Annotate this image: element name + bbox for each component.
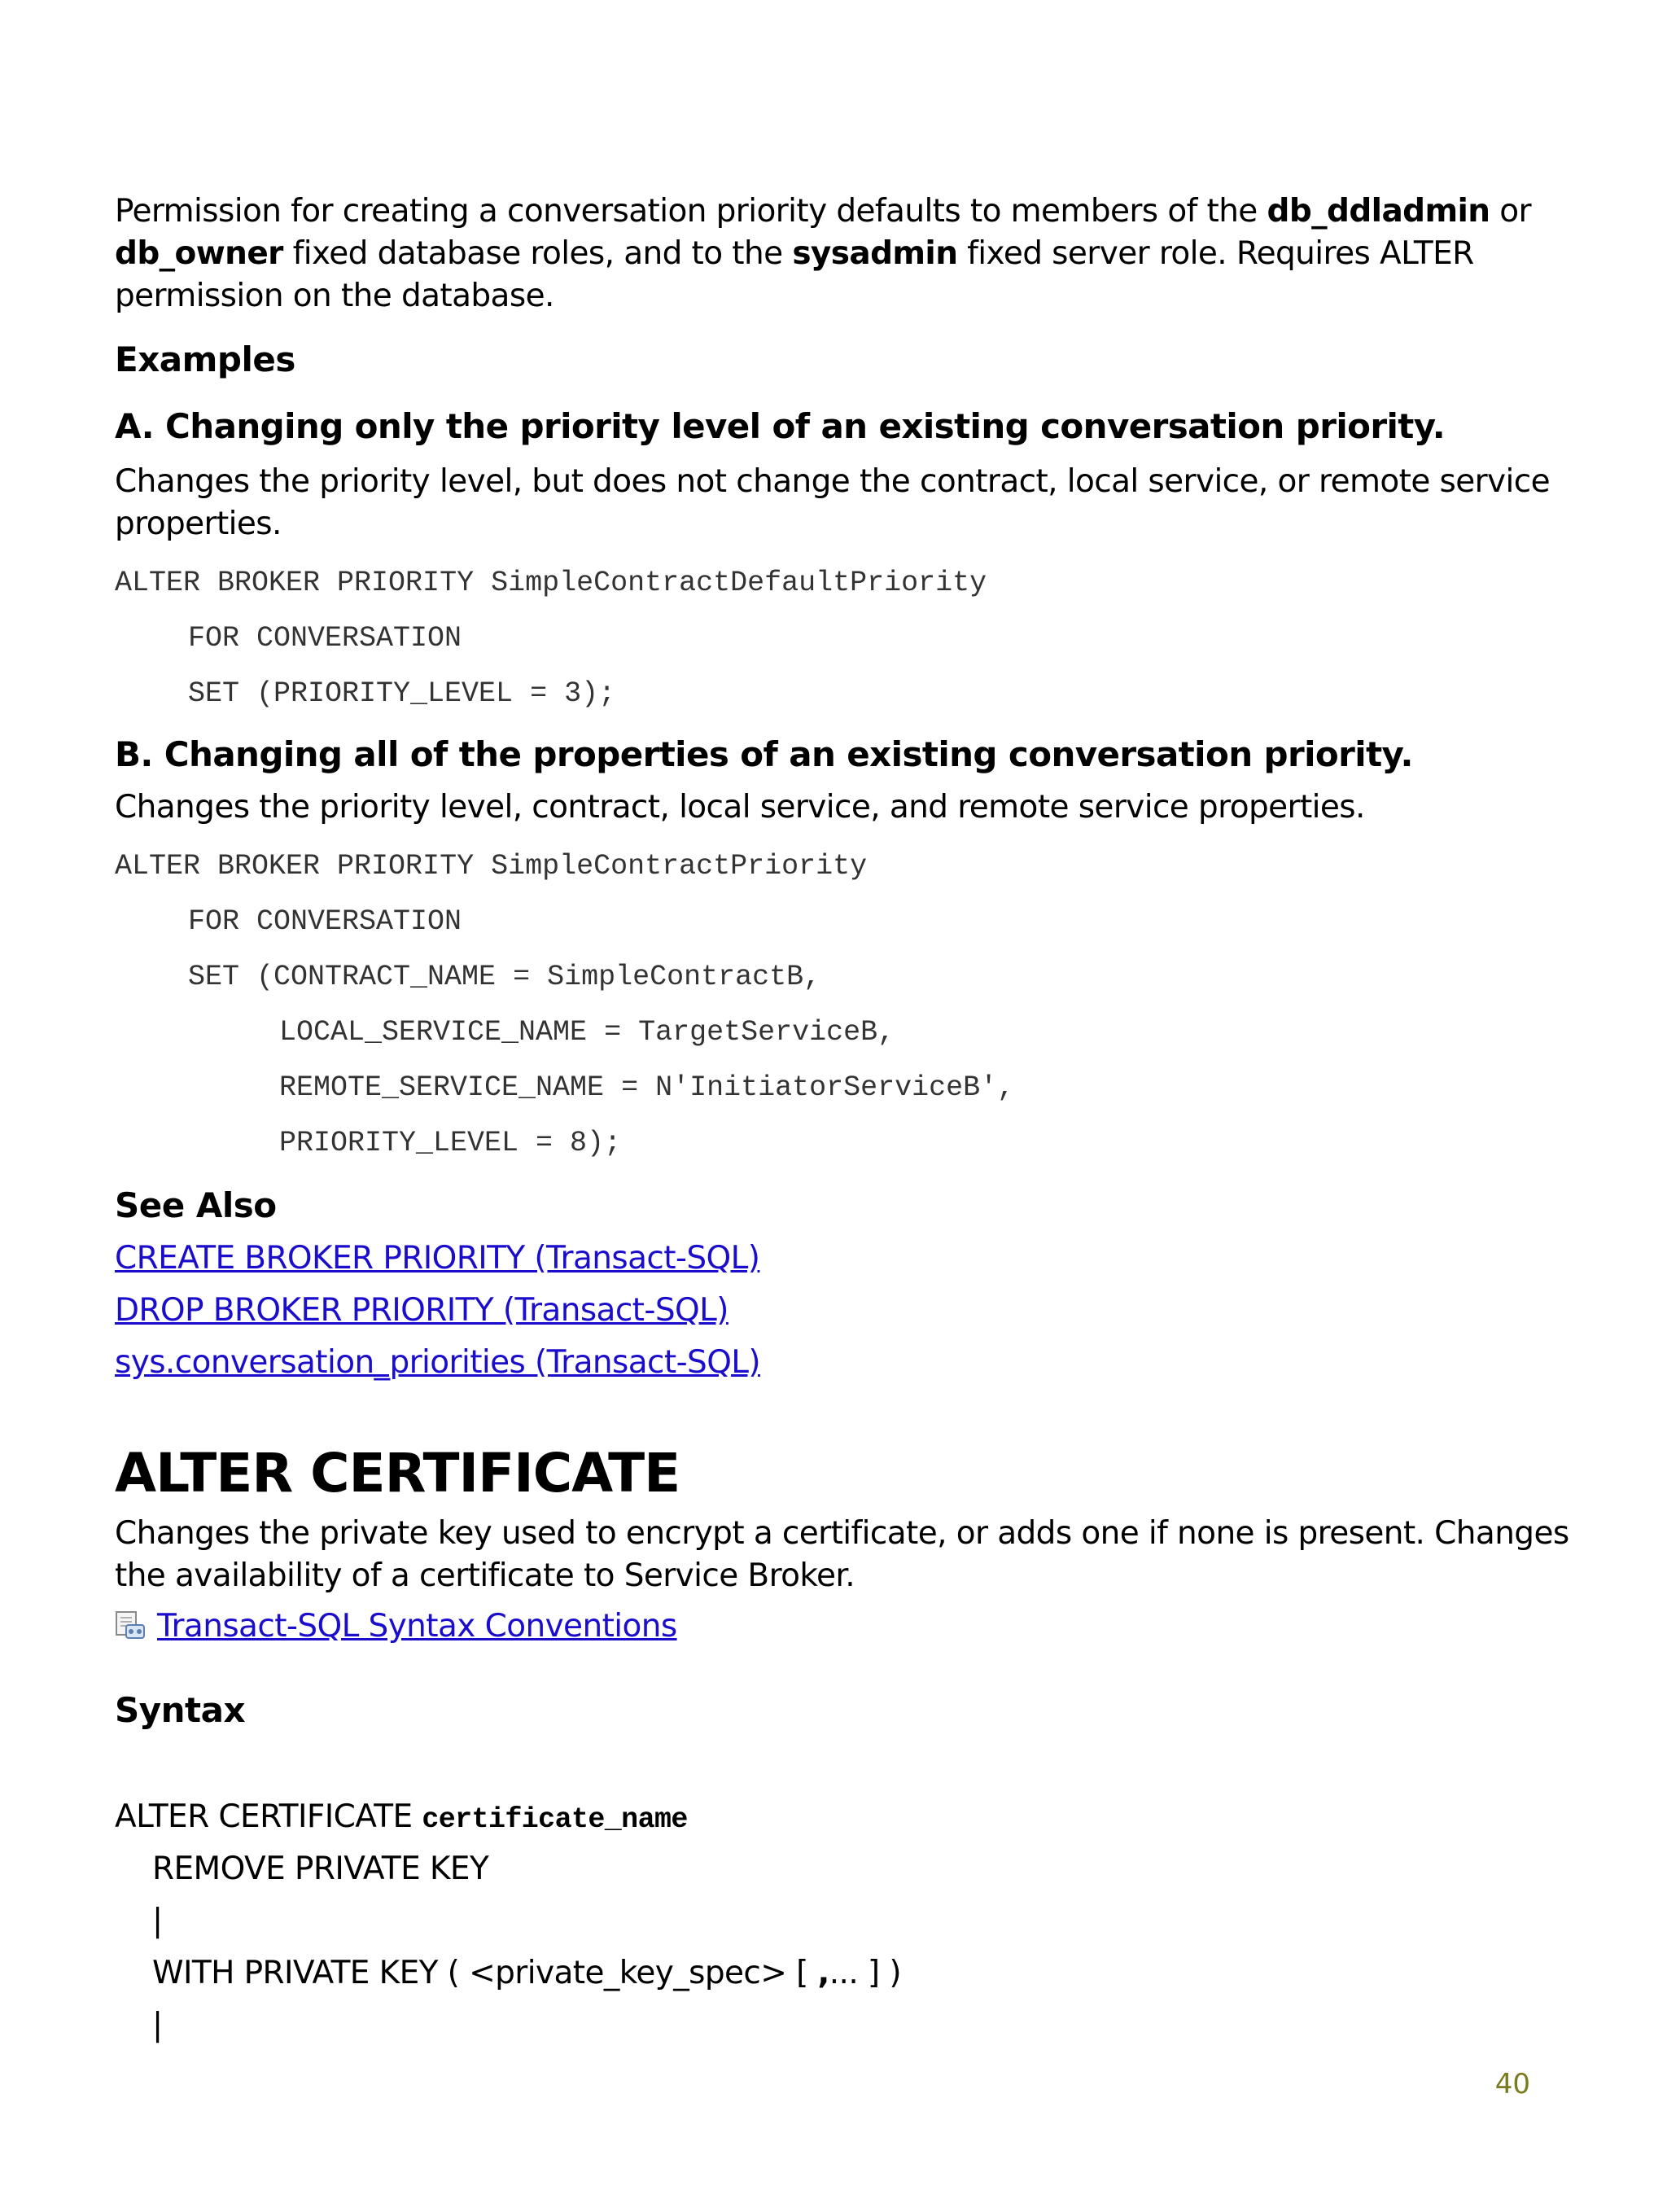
role-sysadmin: sysadmin — [792, 235, 958, 272]
syntax-line: | — [152, 2007, 163, 2043]
example-a-description: Changes the priority level, but does not change the contract, local service, or remote service — [115, 463, 1551, 500]
syntax-keyword: ALTER CERTIFICATE — [115, 1798, 422, 1835]
permissions-text: fixed database roles, and to the — [282, 235, 793, 272]
see-also-link-drop-broker-priority[interactable]: DROP BROKER PRIORITY (Transact-SQL) — [115, 1292, 728, 1329]
page-number: 40 — [1494, 2068, 1530, 2100]
permissions-text: Permission for creating a conversation priority defaults to members of the — [115, 193, 1267, 230]
code-line: PRIORITY_LEVEL = 8); — [279, 1127, 622, 1159]
examples-heading: Examples — [115, 339, 295, 379]
syntax-conventions-row — [115, 1605, 677, 1648]
syntax-comma: , — [817, 1955, 829, 1991]
code-line: ALTER BROKER PRIORITY SimpleContractPriority — [115, 850, 868, 883]
syntax-line — [115, 1796, 688, 1841]
see-also-link-create-broker-priority[interactable]: CREATE BROKER PRIORITY (Transact-SQL) — [115, 1240, 760, 1277]
section-title: ALTER CERTIFICATE — [115, 1442, 680, 1505]
syntax-line: | — [152, 1903, 163, 1939]
code-line: SET (CONTRACT_NAME = SimpleContractB, — [188, 961, 821, 993]
syntax-conventions-link[interactable]: Transact-SQL Syntax Conventions — [157, 1608, 677, 1645]
code-line: LOCAL_SERVICE_NAME = TargetServiceB, — [279, 1016, 895, 1049]
syntax-heading: Syntax — [115, 1690, 246, 1730]
syntax-line: REMOVE PRIVATE KEY — [152, 1851, 489, 1887]
example-b-description: Changes the priority level, contract, local service, and remote service properties. — [115, 789, 1365, 826]
code-line: FOR CONVERSATION — [188, 905, 462, 938]
syntax-argument: certificate_name — [422, 1803, 688, 1836]
code-line: REMOTE_SERVICE_NAME = N'InitiatorServiceB', — [279, 1071, 1015, 1104]
example-a-heading: A. Changing only the priority level of an existing conversation priority. — [115, 406, 1446, 446]
certificate-description: Changes the private key used to encrypt a certificate, or adds one if none is present. Changes — [115, 1515, 1569, 1552]
permissions-text: or — [1490, 193, 1531, 230]
permissions-line-1 — [115, 191, 1531, 233]
see-also-link-conversation-priorities[interactable]: sys.conversation_priorities (Transact-SQL) — [115, 1344, 761, 1381]
permissions-line-3 — [115, 275, 554, 318]
example-a-description: properties. — [115, 506, 282, 542]
certificate-description: the availability of a certificate to Service Broker. — [115, 1557, 855, 1594]
example-b-heading: B. Changing all of the properties of an existing conversation priority. — [115, 734, 1413, 774]
permissions-text: fixed server role. Requires ALTER — [957, 235, 1474, 272]
role-db-owner: db_owner — [115, 235, 283, 272]
role-db-ddladmin: db_ddladmin — [1267, 193, 1490, 230]
permissions-text: permission on the database. — [115, 278, 554, 314]
permissions-line-2 — [115, 233, 1474, 275]
document-link-icon — [115, 1610, 146, 1640]
code-line: SET (PRIORITY_LEVEL = 3); — [188, 677, 616, 710]
code-line: FOR CONVERSATION — [188, 622, 462, 655]
code-line: ALTER BROKER PRIORITY SimpleContractDefaultPriority — [115, 567, 987, 599]
syntax-text: WITH PRIVATE KEY ( <private_key_spec> [ — [152, 1955, 818, 1991]
syntax-line — [152, 1952, 901, 1995]
see-also-heading: See Also — [115, 1185, 277, 1225]
syntax-text: ... ] ) — [829, 1955, 901, 1991]
